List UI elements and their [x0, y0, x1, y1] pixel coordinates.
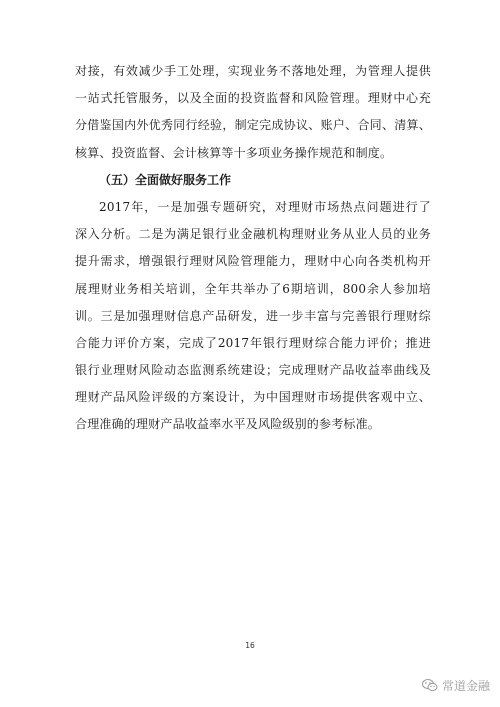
paragraph-line: 2017年，一是加强专题研究，对理财市场热点问题进行了	[99, 199, 431, 214]
paragraph-line: 提升需求，增强银行理财风险管理能力，理财中心向各类机构开	[75, 254, 431, 269]
watermark-text: 常道金融	[441, 679, 490, 693]
paragraph-line: 一站式托管服务，以及全面的投资监督和风险管理。理财中心充	[75, 91, 431, 106]
page-body	[75, 58, 431, 439]
paragraph-1	[75, 58, 431, 167]
paragraph-line: 合能力评价方案，完成了2017年银行理财综合能力评价；推进	[75, 335, 431, 350]
paragraph-line: 对接，有效减少手工处理，实现业务不落地处理，为管理人提供	[75, 64, 431, 78]
paragraph-2	[75, 194, 431, 221]
page-number: 16	[245, 641, 255, 650]
paragraph-line: 分借鉴国内外优秀同行经验，制定完成协议、账户、合同、清算、	[75, 118, 431, 133]
wechat-icon	[422, 679, 438, 692]
paragraph-line: 核算、投资监督、会计核算等十多项业务操作规范和制度。	[75, 145, 393, 160]
paragraph-line: 银行业理财风险动态监测系统建设；完成理财产品收益率曲线及	[75, 363, 431, 378]
paragraph-2-continued	[75, 221, 431, 439]
paragraph-line: 训。三是加强理财信息产品研发，进一步丰富与完善银行理财综	[75, 308, 431, 323]
paragraph-line: 理财产品风险评级的方案设计，为中国理财市场提供客观中立、	[75, 390, 431, 405]
paragraph-line: 深入分析。二是为满足银行业金融机构理财业务从业人员的业务	[75, 227, 431, 242]
paragraph-line: 展理财业务相关培训，全年共举办了6期培训，800余人参加培	[75, 281, 431, 296]
paragraph-line: 合理准确的理财产品收益率水平及风险级别的参考标准。	[75, 417, 381, 432]
watermark	[422, 677, 490, 694]
section-heading: （五）全面做好服务工作	[99, 172, 232, 187]
